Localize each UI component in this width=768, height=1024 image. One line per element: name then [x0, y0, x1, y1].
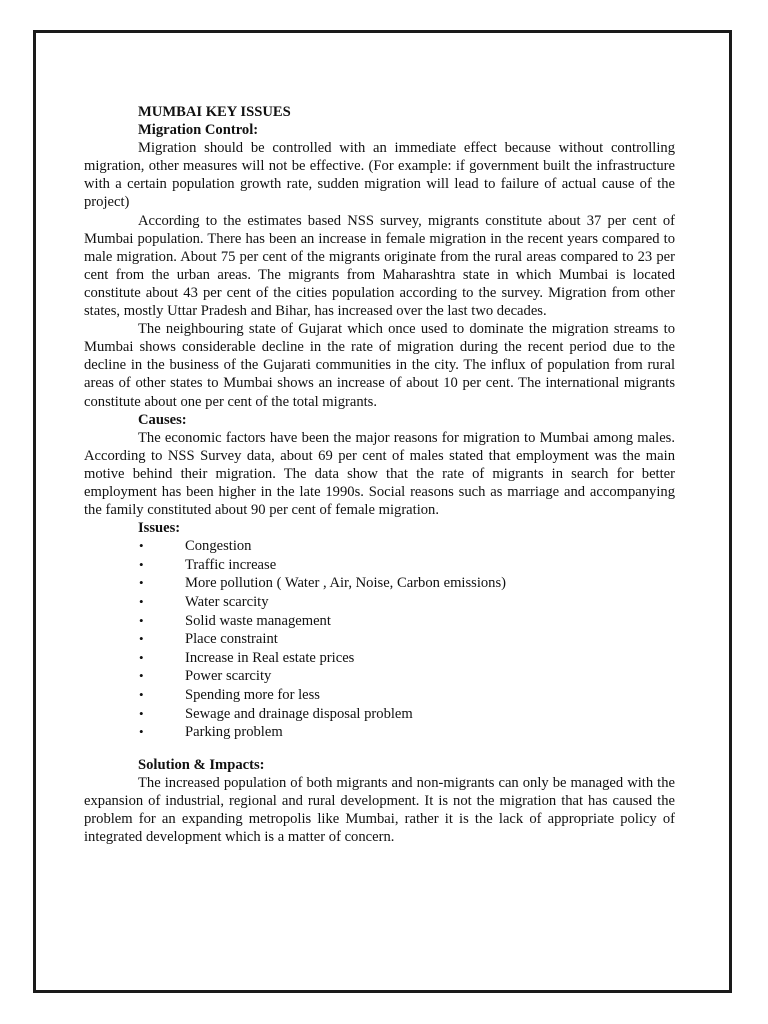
- list-item: [84, 667, 675, 686]
- section-heading-migration-control: Migration Control:: [138, 122, 259, 139]
- section-heading-issues: Issues:: [138, 520, 181, 537]
- bullet-icon: •: [139, 575, 144, 591]
- list-item: [84, 593, 675, 612]
- list-item-text: Traffic increase: [185, 556, 277, 573]
- list-item-text: Sewage and drainage disposal problem: [185, 705, 413, 722]
- bullet-icon: •: [139, 649, 144, 665]
- list-item: [84, 537, 675, 556]
- bullet-icon: •: [139, 612, 144, 628]
- list-item-text: Water scarcity: [185, 594, 269, 611]
- list-item: [84, 723, 675, 742]
- list-item-text: Power scarcity: [185, 668, 272, 685]
- bullet-icon: •: [139, 724, 144, 740]
- list-item-text: Parking problem: [185, 724, 283, 741]
- section-heading-causes: Causes:: [138, 411, 187, 428]
- bullet-icon: •: [139, 668, 144, 684]
- list-item: [84, 686, 675, 705]
- bullet-icon: •: [139, 594, 144, 610]
- paragraph: The increased population of both migrants and non-migrants can only be managed with the expansion of industrial, regional and rural development. It is not the migration that has caused the problem for an expanding metropolis like Mumbai, rather it is the lack of appropriate policy of integrated development which is a matter of concern.: [84, 774, 675, 846]
- list-item: [84, 612, 675, 631]
- list-item-text: Increase in Real estate prices: [185, 649, 355, 666]
- document-body: [84, 103, 675, 846]
- list-item: [84, 630, 675, 649]
- paragraph: The neighbouring state of Gujarat which once used to dominate the migration streams to Mumbai shows considerable decline in the rate of migration during the recent period due to the decline in the business of the Gujarati communities in the city. The influx of population from rural areas of other states to Mumbai shows an increase of about 10 per cent. The international migrants constitute about one per cent of the total migrants.: [84, 321, 675, 410]
- list-item-text: More pollution ( Water , Air, Noise, Carbon emissions): [185, 575, 507, 592]
- bullet-icon: •: [139, 556, 144, 572]
- section-heading-solution: Solution & Impacts:: [138, 756, 265, 773]
- issues-list: [84, 537, 675, 742]
- list-item-text: Solid waste management: [185, 612, 331, 629]
- list-item: [84, 705, 675, 724]
- document-title: MUMBAI KEY ISSUES: [138, 104, 291, 120]
- bullet-icon: •: [139, 705, 144, 721]
- list-item-text: Place constraint: [185, 631, 278, 648]
- bullet-icon: •: [139, 538, 144, 554]
- spacer: [84, 742, 675, 756]
- paragraph: Migration should be controlled with an immediate effect because without controlling migration, other measures will not be effective. (For example: if government built the infrastructure with a certain population growth rate, sudden migration will lead to failure of actual cause of the project): [84, 140, 675, 211]
- list-item-text: Congestion: [185, 538, 252, 555]
- list-item-text: Spending more for less: [185, 687, 320, 703]
- list-item: [84, 649, 675, 668]
- paragraph: According to the estimates based NSS survey, migrants constitute about 37 per cent of Mumbai population. There has been an increase in female migration in the recent years compared to male migration. About 75 per cent of the migrants originate from the rural areas compared to 23 per cent from the urban areas. The migrants from Maharashtra state in which Mumbai is located constitute about 43 per cent of the cities population according to the survey. Migration from other states, mostly Uttar Pradesh and Bihar, has increased over the last two decades.: [84, 212, 675, 320]
- bullet-icon: •: [139, 687, 144, 702]
- list-item: [84, 574, 675, 593]
- list-item: [84, 556, 675, 575]
- bullet-icon: •: [139, 631, 144, 647]
- paragraph: The economic factors have been the major reasons for migration to Mumbai among males. According to NSS Survey data, about 69 per cent of males stated that employment was the main motive behind their migration. The data show that the rate of migrants in search for better employment has been higher in the late 1990s. Social reasons such as marriage and accompanying the family constituted about 90 per cent of female migration.: [84, 429, 675, 519]
